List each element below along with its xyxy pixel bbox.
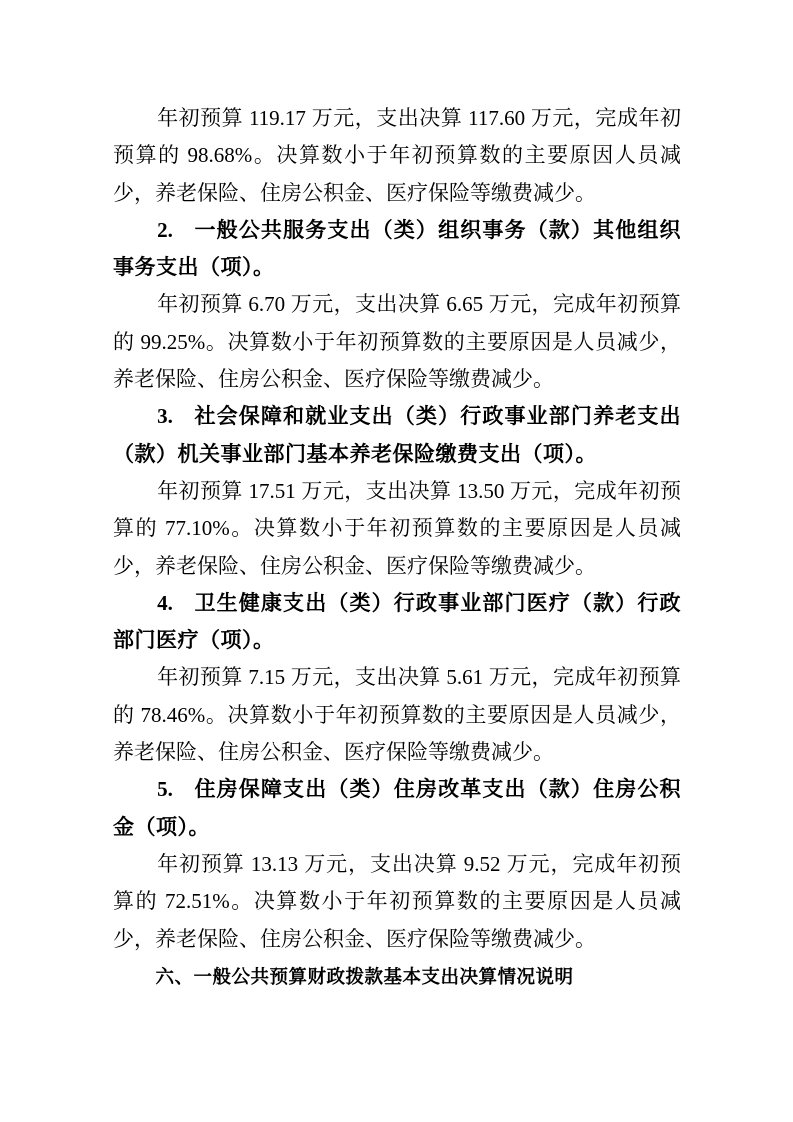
body-paragraph: 年初预算 6.70 万元，支出决算 6.65 万元，完成年初预算的 99.25%。决算数小于年初预算数的主要原因是人员减少，养老保险、住房公积金、医疗保险等缴费减少。 [113, 292, 681, 392]
heading-text: 社会保障和就业支出（类）行政事业部门养老支出（款）机关事业部门基本养老保险缴费支出（项）。 [113, 404, 681, 466]
heading-number: 4. [157, 590, 173, 615]
document-body [113, 100, 681, 995]
heading-text: 住房保障支出（类）住房改革支出（款）住房公积金（项）。 [113, 777, 681, 839]
heading-number: 5. [157, 777, 173, 802]
heading-text: 卫生健康支出（类）行政事业部门医疗（款）行政部门医疗（项）。 [113, 590, 681, 653]
body-paragraph: 年初预算 7.15 万元，支出决算 5.61 万元，完成年初预算的 78.46%。决算数小于年初预算数的主要原因是人员减少，养老保险、住房公积金、医疗保险等缴费减少。 [113, 665, 681, 765]
heading-number: 3. [157, 404, 173, 429]
body-paragraph: 年初预算 119.17 万元，支出决算 117.60 万元，完成年初预算的 98.68%。决算数小于年初预算数的主要原因人员减少，养老保险、住房公积金、医疗保险等缴费减少。 [113, 106, 681, 205]
section-heading: 六、一般公共预算财政拨款基本支出决算情况说明 [155, 965, 574, 987]
expense-item-heading [113, 585, 681, 660]
body-paragraph: 年初预算 17.51 万元，支出决算 13.50 万元，完成年初预算的 77.10%。决算数小于年初预算数的主要原因是人员减少，养老保险、住房公积金、医疗保险等缴费减少。 [113, 478, 681, 578]
expense-item-heading [113, 771, 681, 846]
expense-item-heading [113, 398, 681, 473]
expense-item-heading [113, 212, 681, 287]
body-paragraph: 年初预算 13.13 万元，支出决算 9.52 万元，完成年初预算的 72.51%。决算数小于年初预算数的主要原因是人员减少，养老保险、住房公积金、医疗保险等缴费减少。 [113, 851, 681, 951]
heading-text: 一般公共服务支出（类）组织事务（款）其他组织事务支出（项）。 [113, 217, 681, 280]
heading-number: 2. [157, 217, 173, 242]
